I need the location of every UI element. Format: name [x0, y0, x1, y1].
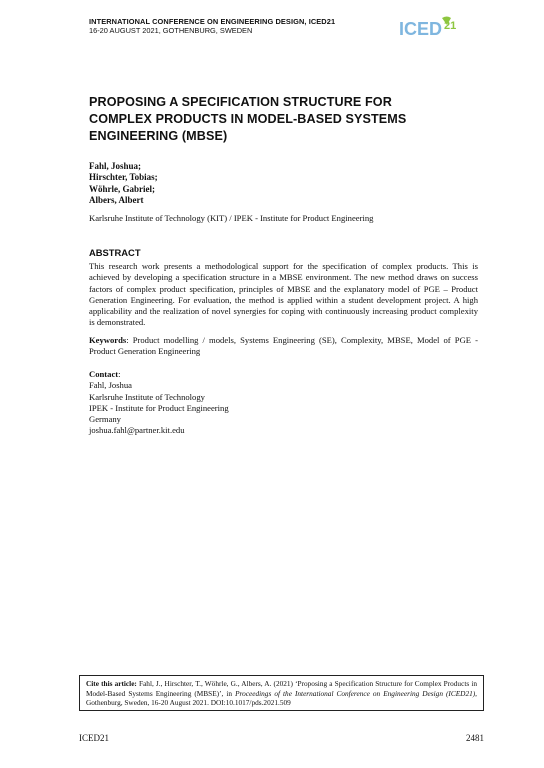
contact-line: Karlsruhe Institute of Technology — [89, 391, 205, 402]
conference-header — [89, 17, 335, 35]
author: Fahl, Joshua; — [89, 161, 142, 171]
keywords-text: : Product modelling / models, Systems Engineering (SE), Complexity, MBSE, Model of PGE - Product Generation Engineering — [89, 335, 478, 357]
citation-proceedings: Proceedings of the International Conference on Engineering Design (ICED21), — [235, 688, 477, 698]
citation-label: Cite this article: — [86, 679, 137, 688]
conference-name: INTERNATIONAL CONFERENCE ON ENGINEERING DESIGN, ICED21 — [89, 17, 336, 26]
abstract-text: This research work presents a methodological support for the specification of complex products. This is achieved by developing a specification structure in a MBSE environment. The new method draws on success factors of complex product specification, principles of MBSE and the explanatory model of PGE – Product Generation Engineering. For evaluation, the method is applied within a student development project. A high applicability and the realization of novel synergies for coping with continuously increasing product complexity is demonstrated. — [89, 261, 478, 328]
author: Hirschter, Tobias; — [89, 172, 158, 183]
keywords-paragraph — [89, 335, 478, 358]
abstract-heading: ABSTRACT — [89, 247, 141, 258]
citation-doi-text: Gothenburg, Sweden, 16-20 August 2021. DOI:10.1017/pds.2021.509 — [86, 698, 291, 708]
paper-title: PROPOSING A SPECIFICATION STRUCTURE FOR COMPLEX PRODUCTS IN MODEL-BASED SYSTEMS ENGINEERING (MBSE) — [89, 95, 407, 143]
logo-number: 21 — [444, 20, 457, 32]
author: Wöhrle, Gabriel; — [89, 183, 155, 194]
conference-dates: 16-20 AUGUST 2021, GOTHENBURG, SWEDEN — [89, 26, 253, 35]
contact-block — [89, 369, 229, 437]
keywords-label: Keywords — [89, 335, 127, 345]
affiliation: Karlsruhe Institute of Technology (KIT) / IPEK - Institute for Product Engineering — [89, 213, 374, 223]
footer-conference: ICED21 — [79, 733, 109, 743]
contact-line: IPEK - Institute for Product Engineering — [89, 402, 229, 413]
citation-text: Fahl, J., Hirschter, T., Wöhrle, G., Albers, A. (2021) ‘Proposing a Specification Structure for Complex Products in Model-Based Systems Engineering (MBSE)’, in — [86, 679, 477, 698]
author-list — [89, 161, 158, 206]
contact-email[interactable]: joshua.fahl@partner.kit.edu — [89, 425, 185, 436]
contact-line: Germany — [89, 414, 121, 425]
contact-label: Contact — [89, 369, 119, 379]
contact-line: Fahl, Joshua — [89, 380, 132, 391]
citation-box — [79, 675, 484, 711]
logo-text: ICED — [399, 19, 443, 39]
contact-colon: : — [118, 369, 121, 379]
iced-logo — [398, 15, 460, 39]
page-number: 2481 — [466, 733, 484, 743]
author: Albers, Albert — [89, 194, 144, 205]
